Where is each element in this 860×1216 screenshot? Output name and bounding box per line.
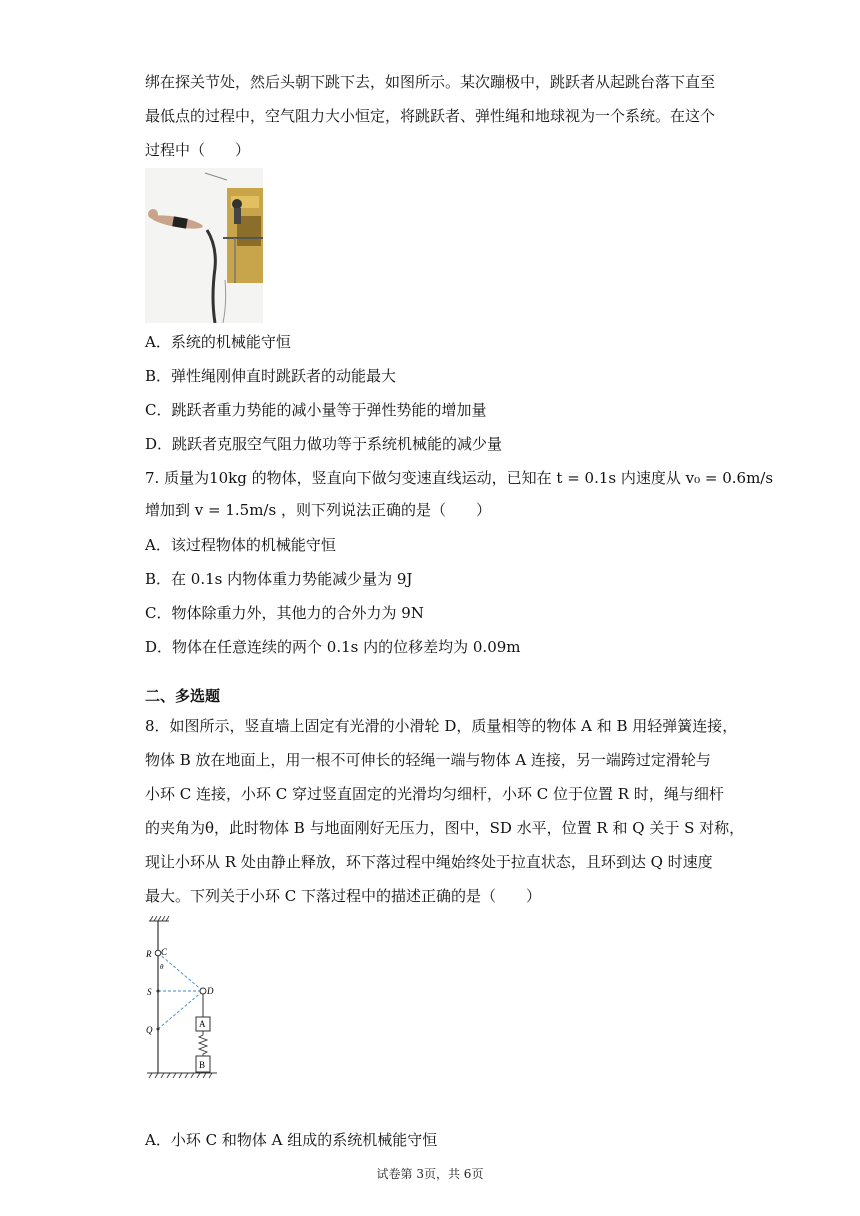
bungee-jump-photo xyxy=(145,168,263,323)
section-heading-multiple-choice: 二、多选题 xyxy=(145,687,221,705)
q7-text-line-2: 增加到 v = 1.5m/s ，则下列说法正确的是（ ） xyxy=(145,501,491,519)
label-c: C xyxy=(161,947,168,957)
q6-option-c: C．跳跃者重力势能的减小量等于弹性势能的增加量 xyxy=(145,401,487,419)
q8-option-a: A．小环 C 和物体 A 组成的系统机械能守恒 xyxy=(145,1131,438,1149)
q8-text-line-6: 最大。下列关于小环 C 下落过程中的描述正确的是（ ） xyxy=(145,887,542,905)
label-s: S xyxy=(147,987,152,997)
q8-text-line-3: 小环 C 连接，小环 C 穿过竖直固定的光滑均匀细杆，小环 C 位于位置 R 时，绳与细杆 xyxy=(145,785,724,803)
q6-text-line-3: 过程中（ ） xyxy=(145,141,251,159)
label-d: D xyxy=(207,986,214,996)
q7-option-b: B．在 0.1s 内物体重力势能减少量为 9J xyxy=(145,570,413,588)
page-footer: 试卷第 3页，共 6页 xyxy=(376,1167,484,1181)
label-q: Q xyxy=(146,1025,153,1035)
q6-option-d: D．跳跃者克服空气阻力做功等于系统机械能的减少量 xyxy=(145,435,503,453)
q6-option-a: A．系统的机械能守恒 xyxy=(145,333,291,351)
q6-option-b: B．弹性绳刚伸直时跳跃者的动能最大 xyxy=(145,367,397,385)
label-theta: θ xyxy=(160,963,164,971)
pulley-spring-diagram xyxy=(143,915,223,1080)
label-b: B xyxy=(199,1060,206,1070)
q7-option-d: D．物体在任意连续的两个 0.1s 内的位移差均为 0.09m xyxy=(145,638,521,656)
label-a: A xyxy=(199,1019,206,1029)
q7-option-a: A．该过程物体的机械能守恒 xyxy=(145,536,336,554)
q7-option-c: C．物体除重力外，其他力的合外力为 9N xyxy=(145,604,424,622)
q8-text-line-5: 现让小环从 R 处由静止释放，环下落过程中绳始终处于拉直状态，且环到达 Q 时速度 xyxy=(145,853,713,871)
label-r: R xyxy=(146,949,152,959)
q7-text-line-1: 7. 质量为10kg 的物体，竖直向下做匀变速直线运动，已知在 t = 0.1s 内速度从 v₀ = 0.6m/s xyxy=(145,469,774,487)
q8-text-line-2: 物体 B 放在地面上，用一根不可伸长的轻绳一端与物体 A 连接，另一端跨过定滑轮与 xyxy=(145,751,711,769)
q8-text-line-1: 8．如图所示，竖直墙上固定有光滑的小滑轮 D，质量相等的物体 A 和 B 用轻弹簧连接， xyxy=(145,717,738,735)
q6-text-line-2: 最低点的过程中，空气阻力大小恒定，将跳跃者、弹性绳和地球视为一个系统。在这个 xyxy=(145,107,716,125)
q8-text-line-4: 的夹角为θ，此时物体 B 与地面刚好无压力，图中，SD 水平，位置 R 和 Q 关于 S 对称， xyxy=(145,819,745,837)
q6-text-line-1: 绑在探关节处，然后头朝下跳下去，如图所示。某次蹦极中，跳跃者从起跳台落下直至 xyxy=(145,73,716,91)
